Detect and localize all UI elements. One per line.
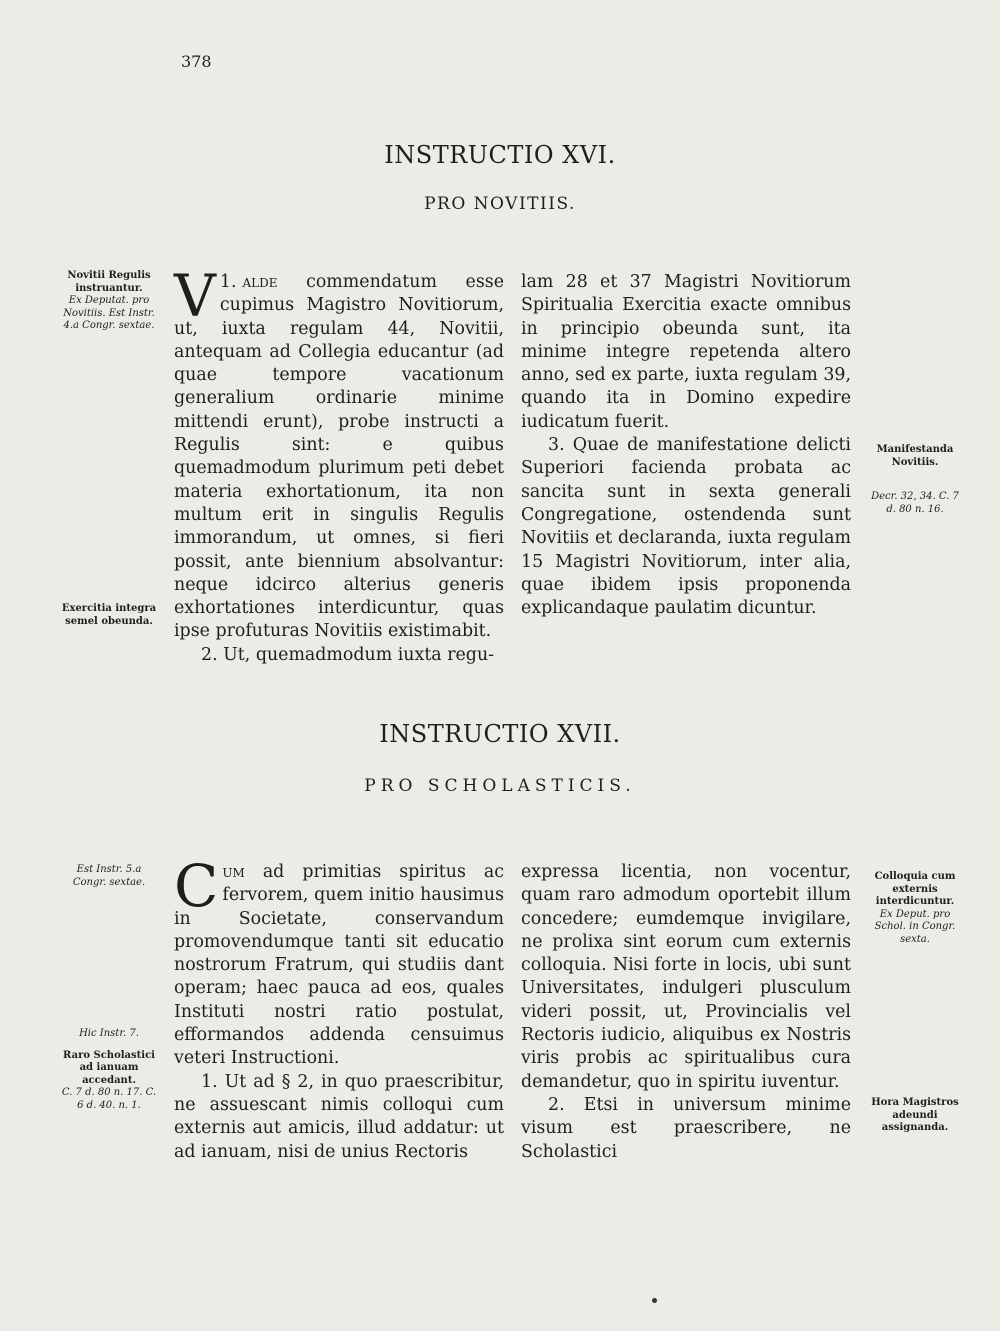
text-column-left-xvi <box>174 262 504 667</box>
intro-paragraph <box>174 852 504 1071</box>
drop-cap-initial: V <box>174 262 216 330</box>
paragraph-2-continued: lam 28 et 37 Magistri Novitiorum Spiritualia Exercitia exacte omnibus in principio obeunda sunt, ita minime integre repetenda altero anno, sed ex parte, iuxta regulam 39, quando ita in Domino expedire iudicatum fuerit. <box>521 272 851 432</box>
margin-note-exercitia <box>60 603 158 628</box>
paragraph-number: 1. <box>219 272 237 292</box>
margin-note-heading: Novitii Regulis instruantur. <box>67 270 151 294</box>
paragraph-text: ad primitias spiritus ac fervorem, quem initio hausimus in Societate, conservandum promovendumque tanti sit educatio nostrorum Fratrum, qui studiis dant operam; haec pauca ad eos, quales Instituti nostri ratio postulat, efformandos addenda censuimus veteri Instructioni. <box>174 862 504 1069</box>
margin-note-est-instr-5 <box>60 864 158 889</box>
small-caps-word: um <box>222 862 245 882</box>
paragraph-1-continued: expressa licentia, non vocentur, quam raro admodum oportebit illum concedere; eumdemque invigilare, ne prolixa sint eorum cum externis colloquia. Nisi forte in locis, ubi sunt Universitates, indulgeri plusculum videri possit, ut, Provincialis vel Rectoris iudicio, aliquibus ex Nostris viris probis ac spiritualibus cura demandetur, quo in spiritu iuventur. <box>521 862 851 1092</box>
page-number: 378 <box>181 52 212 71</box>
paragraph-2: 2. Etsi in universum minime visum est praescribere, ne Scholastici <box>521 1094 851 1162</box>
margin-note-manifestanda <box>866 444 964 516</box>
margin-note-heading: Hora Magistros adeundi assignanda. <box>871 1097 959 1133</box>
margin-note-reference: C. 7 d. 80 n. 17. C. 6 d. 40. n. 1. <box>61 1087 157 1111</box>
margin-note-heading: Exercitia integra semel obeunda. <box>61 603 157 627</box>
drop-cap-initial: C <box>174 852 219 920</box>
paragraph-3: 3. Quae de manifestatione delicti Superiori facienda probata ac sancita sunt in sexta generali Congregatione, ostendenda sunt Novitiis et declaranda, iuxta regulam 15 Magistri Novitiorum, inter alia, quae ibidem ipsis proponenda explicandaque paulatim dicuntur. <box>521 435 851 619</box>
margin-note-hora-magistros <box>866 1097 964 1135</box>
text-column-right-xvi <box>521 271 851 620</box>
margin-note-novitii-regulis <box>60 270 158 333</box>
margin-note-colloquia <box>866 871 964 946</box>
paragraph-1 <box>174 262 504 644</box>
margin-note-reference: Ex Deputat. pro Novitiis. Est Instr. 4.a Congr. sextae. <box>63 295 155 331</box>
margin-note-raro-scholastici <box>60 1028 158 1112</box>
margin-note-reference: Est Instr. 5.a Congr. sextae. <box>72 864 146 888</box>
paragraph-1: 1. Ut ad § 2, in quo praescribitur, ne assuescant nimis colloqui cum externis aut amicis, illud addatur: ut ad ianuam, nisi de unius Rectoris <box>174 1071 504 1162</box>
margin-note-heading: Colloquia cum externis interdicuntur. <box>874 871 956 907</box>
paragraph-text: commendatum esse cupimus Magistro Novitiorum, ut, iuxta regulam 44, Novitii, antequam ad Collegia educantur (ad quae tempore vacationum generalium ordinarie minime mittendi erunt), probe instructi a Regulis sint: e quibus quemadmodum plurimum peti debet materia exhortationum, ita non multum erit in singulis Regulis immorandum, ut omnes, si fieri possit, ante biennium absolvantur: neque idcirco alterius generis exhortationes interdicuntur, quas ipse profuturas Novitiis existimabit. <box>174 272 504 642</box>
section-title-xvii: INSTRUCTIO XVII. <box>379 720 621 748</box>
paragraph-2-start: 2. Ut, quemadmodum iuxta regu- <box>201 644 495 665</box>
section-title-xvi: INSTRUCTIO XVI. <box>384 141 616 169</box>
margin-note-reference: Ex Deput. pro Schol. in Congr. sexta. <box>874 908 956 945</box>
margin-note-heading: Manifestanda Novitiis. <box>876 444 954 468</box>
margin-note-reference: Decr. 32, 34. C. 7 d. 80 n. 16. <box>871 491 959 515</box>
ink-speck <box>652 1298 657 1303</box>
section-subtitle-novitiis: PRO NOVITIIS. <box>424 194 576 214</box>
small-caps-word: alde <box>242 272 278 292</box>
margin-note-heading: Raro Scholastici ad ianuam accedant. <box>63 1049 155 1086</box>
section-subtitle-scholasticis: PRO SCHOLASTICIS. <box>364 776 636 796</box>
text-column-left-xvii <box>174 852 504 1164</box>
margin-note-reference-top: Hic Instr. 7. <box>79 1028 139 1039</box>
text-column-right-xvii <box>521 861 851 1164</box>
